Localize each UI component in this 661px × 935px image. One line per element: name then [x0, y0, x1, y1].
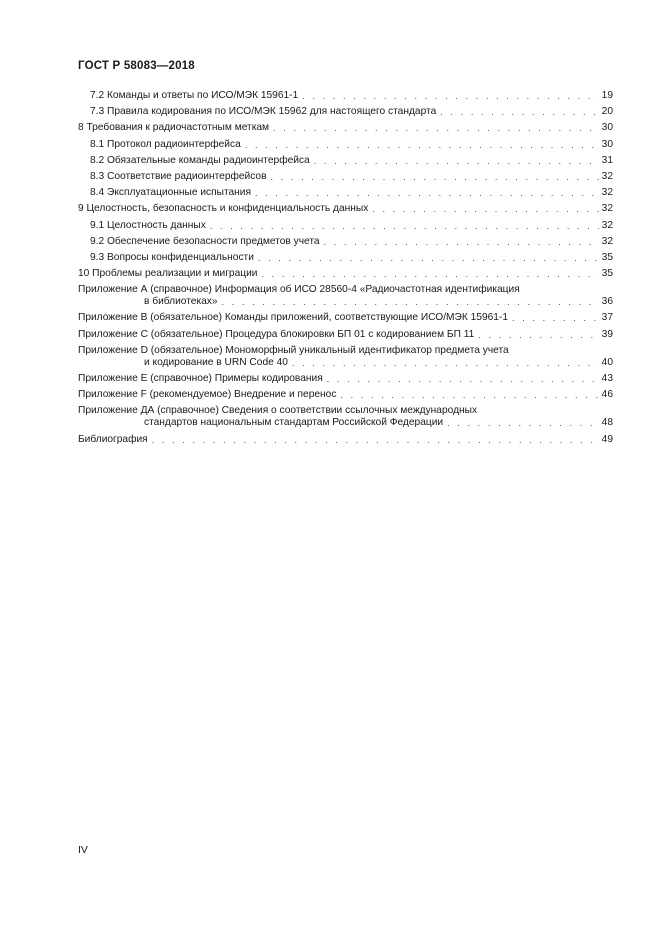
toc-page-number: 49	[601, 433, 613, 445]
toc-page-number: 35	[601, 268, 613, 280]
toc-page-number: 19	[601, 90, 613, 101]
toc-entry-text: Приложение В (обязательное) Команды приложений, соответствующие ИСО/МЭК 15961-1	[78, 312, 512, 324]
toc-page-number: 32	[601, 170, 613, 182]
toc-entry-text: 9.2 Обеспечение безопасности предметов учета	[90, 236, 324, 248]
toc-leader-dots	[273, 122, 599, 134]
toc-entry-text: Приложение F (рекомендуемое) Внедрение и перенос	[78, 389, 340, 401]
table-of-contents	[0, 90, 661, 450]
toc-entry-text: Приложение А (справочное) Информация об ИСО 28560-4 «Радиочастотная идентификация	[78, 284, 524, 296]
toc-entry-9-1[interactable]	[0, 220, 661, 232]
toc-entry-7-2[interactable]	[0, 90, 661, 102]
toc-entry-bibliography[interactable]	[0, 434, 661, 446]
toc-leader-dots	[302, 90, 599, 102]
toc-page-number: 32	[601, 187, 613, 199]
toc-entry-annex-da[interactable]	[0, 405, 661, 429]
toc-entry-text: 9 Целостность, безопасность и конфиденциальность данных	[78, 203, 372, 215]
toc-leader-dots	[255, 187, 599, 199]
toc-entry-text: Приложение Е (справочное) Примеры кодирования	[78, 373, 327, 385]
toc-entry-annex-a[interactable]	[0, 284, 661, 308]
toc-entry-text: 8.2 Обязательные команды радиоинтерфейса	[90, 155, 314, 167]
toc-page-number: 32	[601, 219, 613, 231]
toc-entry-annex-c[interactable]	[0, 329, 661, 341]
toc-entry-text: 9.3 Вопросы конфиденциальности	[90, 252, 258, 264]
toc-entry-9[interactable]	[0, 203, 661, 215]
toc-entry-text: Приложение С (обязательное) Процедура блокировки БП 01 с кодированием БП 11	[78, 329, 478, 341]
toc-entry-annex-e[interactable]	[0, 373, 661, 385]
toc-leader-dots	[271, 171, 599, 183]
toc-page-number: 32	[601, 203, 613, 215]
toc-leader-dots	[258, 252, 599, 264]
toc-entry-8-2[interactable]	[0, 155, 661, 167]
toc-entry-text: 9.1 Целостность данных	[90, 220, 210, 232]
toc-page-number: 36	[601, 296, 613, 308]
toc-leader-dots	[512, 312, 599, 324]
toc-entry-9-2[interactable]	[0, 236, 661, 248]
toc-leader-dots	[447, 417, 599, 429]
toc-leader-dots	[478, 329, 599, 341]
toc-leader-dots	[152, 434, 599, 446]
toc-page-number: 39	[601, 328, 613, 340]
toc-entry-continuation: стандартов национальным стандартам Российской Федерации	[144, 417, 447, 429]
toc-leader-dots	[372, 203, 599, 215]
toc-leader-dots	[210, 220, 599, 232]
toc-entry-continuation: и кодирование в URN Code 40	[144, 357, 292, 369]
toc-entry-text: 7.2 Команды и ответы по ИСО/МЭК 15961-1	[90, 90, 302, 102]
toc-entry-text: 8.3 Соответствие радиоинтерфейсов	[90, 171, 271, 183]
toc-leader-dots	[440, 106, 599, 118]
toc-leader-dots	[222, 296, 599, 308]
toc-entry-continuation: в библиотеках»	[144, 296, 222, 308]
toc-entry-text: Библиография	[78, 434, 152, 446]
toc-entry-annex-f[interactable]	[0, 389, 661, 401]
toc-entry-text: 8 Требования к радиочастотным меткам	[78, 122, 273, 134]
toc-page-number: 32	[601, 235, 613, 247]
toc-leader-dots	[327, 373, 599, 385]
toc-entry-text: 10 Проблемы реализации и миграции	[78, 268, 261, 280]
toc-entry-text: 7.3 Правила кодирования по ИСО/МЭК 15962 для настоящего стандарта	[90, 106, 440, 118]
page-number: IV	[78, 844, 88, 856]
toc-entry-7-3[interactable]	[0, 106, 661, 118]
toc-page-number: 30	[601, 122, 613, 134]
toc-leader-dots	[292, 357, 599, 369]
toc-page-number: 35	[601, 251, 613, 263]
document-header: ГОСТ Р 58083—2018	[78, 60, 195, 72]
toc-leader-dots	[324, 236, 599, 248]
toc-page-number: 37	[601, 312, 613, 324]
toc-entry-8-1[interactable]	[0, 139, 661, 151]
toc-entry-8-3[interactable]	[0, 171, 661, 183]
toc-entry-8-4[interactable]	[0, 187, 661, 199]
toc-entry-annex-d[interactable]	[0, 345, 661, 369]
toc-page-number: 20	[601, 106, 613, 118]
toc-entry-text: Приложение D (обязательное) Мономорфный уникальный идентификатор предмета учета	[78, 345, 513, 357]
toc-entry-8[interactable]	[0, 122, 661, 134]
toc-page-number: 43	[601, 373, 613, 384]
toc-entry-text: 8.1 Протокол радиоинтерфейса	[90, 139, 245, 151]
toc-leader-dots	[245, 139, 599, 151]
toc-page-number: 30	[601, 138, 613, 150]
toc-entry-10[interactable]	[0, 268, 661, 280]
toc-page-number: 40	[601, 356, 613, 368]
toc-leader-dots	[261, 268, 599, 280]
toc-entry-9-3[interactable]	[0, 252, 661, 264]
toc-leader-dots	[314, 155, 599, 167]
toc-leader-dots	[340, 389, 599, 401]
toc-entry-annex-b[interactable]	[0, 312, 661, 324]
toc-page-number: 46	[601, 389, 613, 401]
toc-entry-text: Приложение ДА (справочное) Сведения о соответствии ссылочных международных	[78, 405, 481, 417]
toc-page-number: 31	[601, 154, 613, 166]
toc-page-number: 48	[601, 417, 613, 429]
toc-entry-text: 8.4 Эксплуатационные испытания	[90, 187, 255, 199]
